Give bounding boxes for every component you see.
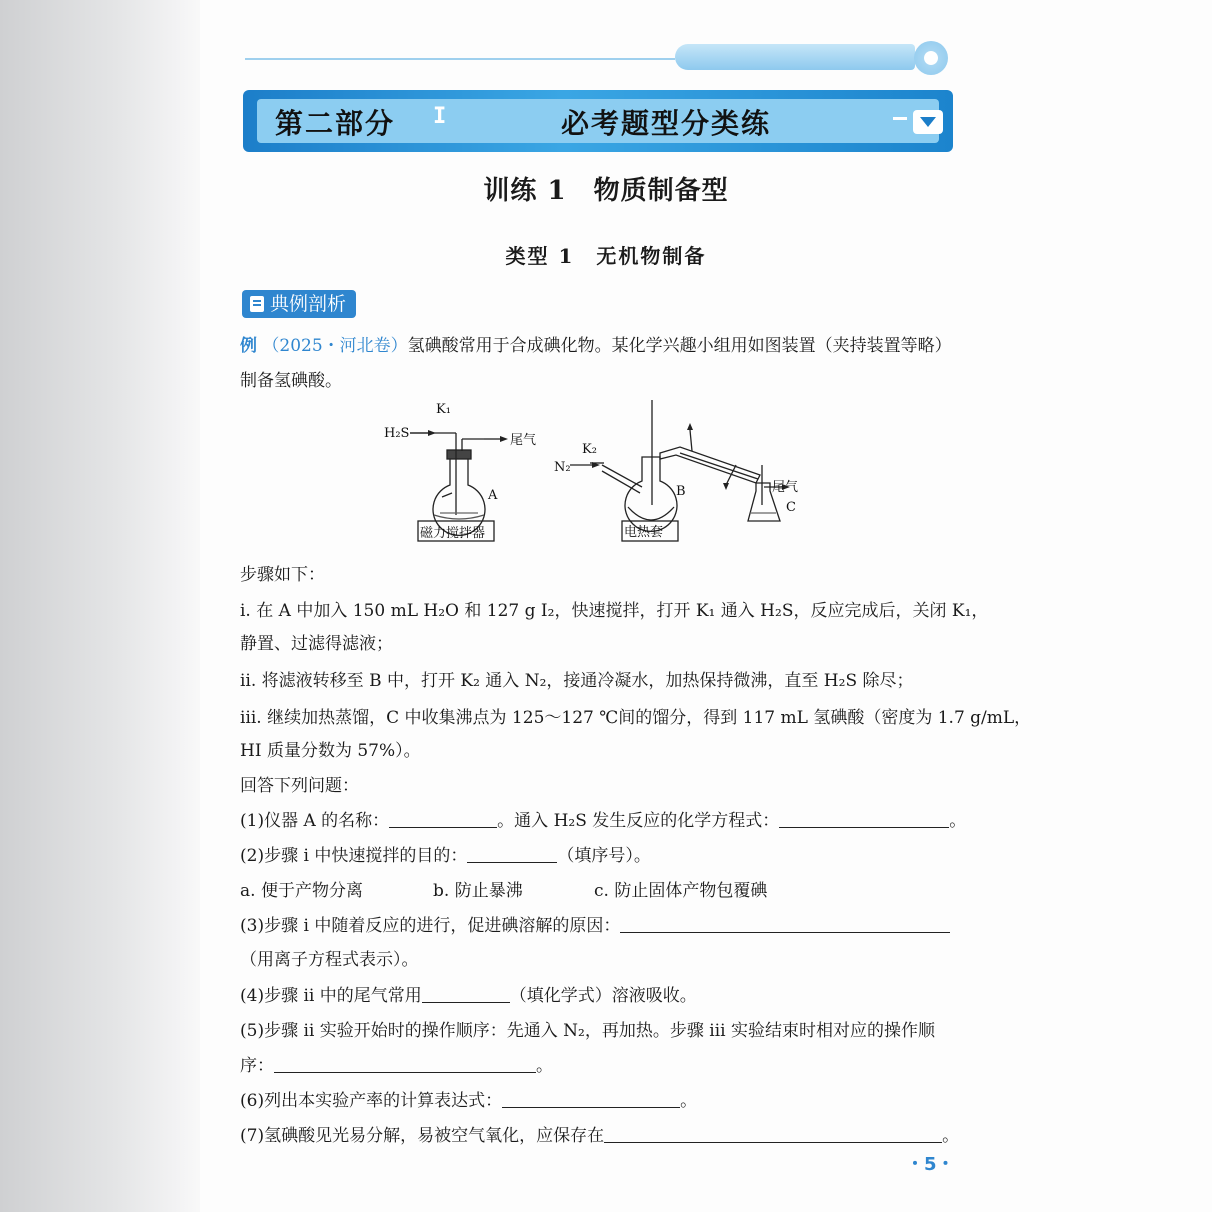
option-b: b. 防止暴沸 xyxy=(433,881,523,901)
banner-dash-decoration xyxy=(893,117,907,120)
question-1 xyxy=(240,806,966,831)
label-heater: 电热套 xyxy=(624,525,664,540)
question-6-text-b: 。 xyxy=(680,1091,698,1111)
steps-intro: 步骤如下： xyxy=(240,565,325,585)
question-3-line-2: （用离子方程式表示）。 xyxy=(240,950,419,970)
label-tail-gas-2: 尾气 xyxy=(772,480,799,495)
option-c: c. 防止固体产物包覆碘 xyxy=(594,881,768,901)
question-7-text-a: (7)氢碘酸见光易分解，易被空气氧化，应保存在 xyxy=(240,1126,605,1146)
label-a: A xyxy=(488,488,498,503)
part-banner xyxy=(243,90,953,152)
answer-blank-5[interactable] xyxy=(274,1058,536,1073)
answer-blank-1b[interactable] xyxy=(779,813,949,828)
step-3-line-2: HI 质量分数为 57%）。 xyxy=(240,741,421,761)
flask-a-stopper xyxy=(447,450,471,459)
label-k1: K₁ xyxy=(436,402,451,417)
example-source: （2025・河北卷） xyxy=(262,336,408,356)
question-2-text-a: (2)步骤 ⅰ 中快速搅拌的目的： xyxy=(240,846,468,866)
label-h2s: H₂S xyxy=(384,426,410,441)
example-text-1: 氢碘酸常用于合成碘化物。某化学兴趣小组用如图装置（夹持装置等略） xyxy=(407,336,952,356)
question-6 xyxy=(240,1086,697,1111)
answer-blank-7[interactable] xyxy=(604,1128,942,1143)
question-1-text-a: (1)仪器 A 的名称： xyxy=(240,811,390,831)
example-line-2: 制备氢碘酸。 xyxy=(240,371,342,391)
question-6-text-a: (6)列出本实验产率的计算表达式： xyxy=(240,1091,503,1111)
example-line-1 xyxy=(240,331,952,356)
question-3-text-a: (3)步骤 ⅰ 中随着反应的进行，促进碘溶解的原因： xyxy=(240,916,621,936)
question-4 xyxy=(240,981,697,1006)
question-5-line-2 xyxy=(240,1051,553,1076)
question-3-line-1 xyxy=(240,911,950,936)
banner-part-title: 必考题型分类练 xyxy=(561,107,772,140)
question-5-text-c: 。 xyxy=(536,1056,553,1076)
section-tag xyxy=(242,290,356,318)
label-tail-gas-1: 尾气 xyxy=(510,433,537,448)
step-1-line-1: ⅰ. 在 A 中加入 150 mL H₂O 和 127 g I₂，快速搅拌，打开 K₁ 通入 H₂S，反应完成后，关闭 K₁， xyxy=(240,601,989,621)
notebook-icon xyxy=(250,296,264,312)
answer-blank-6[interactable] xyxy=(502,1093,680,1108)
option-a: a. 便于产物分离 xyxy=(240,881,363,901)
answer-blank-3[interactable] xyxy=(620,918,950,933)
apparatus-diagram xyxy=(380,395,810,545)
question-4-text-a: (4)步骤 ⅱ 中的尾气常用 xyxy=(240,986,422,1006)
label-stirrer: 磁力搅拌器 xyxy=(420,526,486,541)
banner-separator: I xyxy=(433,104,447,129)
step-1-line-2: 静置、过滤得滤液； xyxy=(240,634,393,654)
label-b: B xyxy=(676,484,686,499)
step-3-line-1: ⅲ. 继续加热蒸馏，C 中收集沸点为 125～127 ℃间的馏分，得到 117 mL 氢碘酸（密度为 1.7 g/mL， xyxy=(240,708,1032,728)
question-5-text-b: 序： xyxy=(240,1056,274,1076)
banner-dropdown-icon xyxy=(913,110,943,134)
question-7-text-b: 。 xyxy=(942,1126,960,1146)
section-tag-label: 典例剖析 xyxy=(270,293,347,315)
answer-blank-2[interactable] xyxy=(467,848,557,863)
banner-part-label: 第二部分 xyxy=(275,107,396,140)
step-2: ⅱ. 将滤液转移至 B 中，打开 K₂ 通入 N₂，接通冷凝水，加热保持微沸，直至 H₂S 除尽； xyxy=(240,671,914,691)
header-circle-decoration xyxy=(914,41,948,75)
page-title: 训练 1 物质制备型 xyxy=(483,176,729,206)
question-5-line-1: (5)步骤 ⅱ 实验开始时的操作顺序：先通入 N₂，再加热。步骤 ⅲ 实验结束时相对应的操作顺 xyxy=(240,1021,935,1041)
example-label: 例 xyxy=(240,336,257,356)
flask-a xyxy=(433,457,485,535)
question-4-text-b: （填化学式）溶液吸收。 xyxy=(509,986,697,1006)
answer-blank-1a[interactable] xyxy=(389,813,497,828)
question-2-text-b: （填序号）。 xyxy=(557,846,651,866)
header-rule xyxy=(245,58,675,60)
question-1-text-c: 。 xyxy=(949,811,967,831)
page-number: ・5・ xyxy=(906,1154,955,1175)
questions-intro: 回答下列问题： xyxy=(240,776,359,796)
section-subtitle: 类型 1 无机物制备 xyxy=(505,244,707,268)
label-k2: K₂ xyxy=(582,442,597,457)
question-7 xyxy=(240,1121,959,1146)
question-2 xyxy=(240,841,651,866)
condenser xyxy=(660,447,760,483)
answer-blank-4[interactable] xyxy=(422,988,510,1003)
question-1-text-b: 。通入 H₂S 发生反应的化学方程式： xyxy=(497,811,780,831)
label-c: C xyxy=(786,500,796,515)
header-tab-decoration xyxy=(675,44,915,70)
label-n2: N₂ xyxy=(554,460,571,475)
